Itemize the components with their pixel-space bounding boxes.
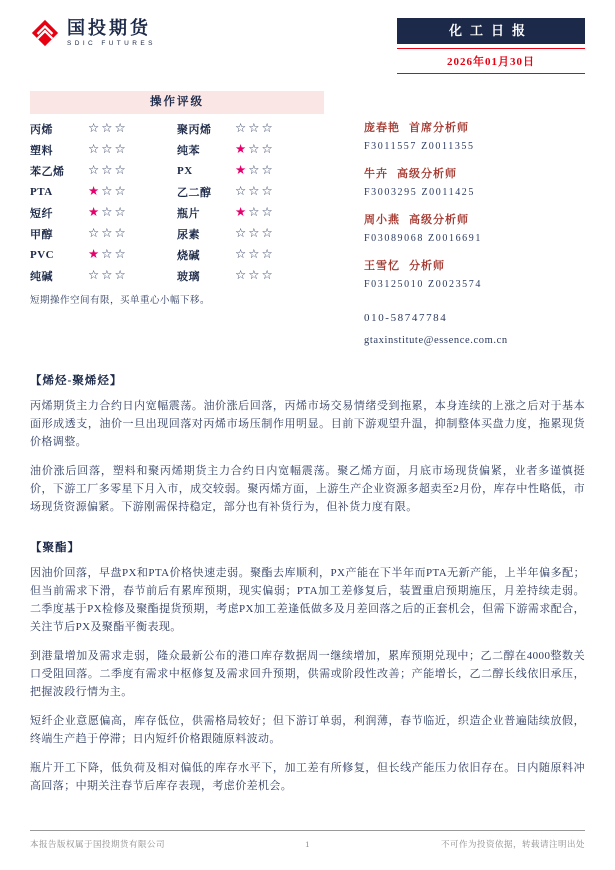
commodity-name: PVC	[30, 248, 55, 261]
analyst-codes: F3011557 Z0011355	[364, 141, 475, 152]
contact-email[interactable]: gtaxinstitute@essence.com.cn	[364, 335, 508, 346]
rating-stars	[88, 139, 177, 160]
rating-stars	[235, 244, 324, 265]
star-hollow-icon: ☆	[114, 226, 128, 241]
star-filled-icon: ★	[235, 163, 249, 178]
rating-stars	[88, 160, 177, 181]
rating-row	[30, 265, 324, 286]
header	[0, 0, 615, 74]
star-hollow-icon: ☆	[261, 184, 275, 199]
rating-stars	[88, 244, 177, 265]
rating-row	[30, 244, 324, 265]
star-hollow-icon: ☆	[88, 163, 102, 178]
commodity-name: 瓶片	[177, 207, 200, 220]
star-hollow-icon: ☆	[235, 247, 249, 262]
star-hollow-icon: ☆	[248, 268, 262, 283]
report-title-block	[397, 18, 585, 74]
rating-stars	[235, 160, 324, 181]
commodity-name: PTA	[30, 185, 53, 198]
commodity-name: 短纤	[30, 207, 53, 220]
star-hollow-icon: ☆	[114, 142, 128, 157]
star-hollow-icon: ☆	[114, 121, 128, 136]
analyst-block	[364, 165, 508, 198]
rating-row	[30, 139, 324, 160]
star-hollow-icon: ☆	[101, 268, 115, 283]
section-title: 【聚酯】	[30, 542, 80, 554]
analyst-name: 牛卉 高级分析师	[364, 168, 457, 180]
brand-name-en: SDIC FUTURES	[67, 40, 156, 48]
rating-row	[30, 223, 324, 244]
rating-note: 短期操作空间有限，买单重心小幅下移。	[30, 296, 211, 306]
star-hollow-icon: ☆	[235, 268, 249, 283]
star-hollow-icon: ☆	[88, 268, 102, 283]
star-hollow-icon: ☆	[114, 205, 128, 220]
star-hollow-icon: ☆	[248, 226, 262, 241]
body-paragraph: 短纤企业意愿偏高，库存低位，供需格局较好；但下游订单弱，利润薄，春节临近，织造企业普遍陆续放假，终端生产趋于停滞；日内短纤价格跟随原料波动。	[30, 715, 585, 745]
star-filled-icon: ★	[88, 247, 102, 262]
commodity-name: 纯碱	[30, 270, 53, 283]
star-filled-icon: ★	[88, 205, 102, 220]
contact-phone: 010-58747784	[364, 312, 448, 324]
rating-stars	[235, 223, 324, 244]
rating-stars	[235, 265, 324, 286]
rating-stars	[235, 202, 324, 223]
commodity-name: 纯苯	[177, 144, 200, 157]
analyst-title: 首席分析师	[409, 122, 469, 134]
body-paragraph: 因油价回落，早盘PX和PTA价格快速走弱。聚酯去库顺利，PX产能在下半年而PTA无新产能，上半年偏多配；但当前需求下滑，春节前后有累库预期，现实偏弱；PTA加工差修复后，装置重启预期施压，月差持续走弱。二季度基于PX检修及聚酯提货预期，考虑PX加工差逢低做多及月差回落之后的正套机会，但需下游需求配合，关注节后PX及聚酯平衡表现。	[30, 567, 585, 633]
star-hollow-icon: ☆	[101, 142, 115, 157]
commodity-name: 丙烯	[30, 123, 53, 136]
star-hollow-icon: ☆	[101, 226, 115, 241]
star-hollow-icon: ☆	[248, 184, 262, 199]
star-hollow-icon: ☆	[88, 121, 102, 136]
rating-stars	[88, 181, 177, 202]
rating-stars	[235, 139, 324, 160]
star-hollow-icon: ☆	[101, 121, 115, 136]
section-title: 【烯烃-聚烯烃】	[30, 375, 123, 387]
analyst-title: 分析师	[409, 260, 445, 272]
star-hollow-icon: ☆	[248, 142, 262, 157]
body-paragraph: 瓶片开工下降，低负荷及相对偏低的库存水平下，加工差有所修复，但长线产能压力依旧存在。日内随原料冲高回落；中期关注春节后库存表现，考虑价差机会。	[30, 762, 585, 792]
star-hollow-icon: ☆	[261, 226, 275, 241]
brand-logo-icon	[30, 18, 60, 48]
star-hollow-icon: ☆	[235, 226, 249, 241]
rating-stars	[88, 118, 177, 139]
footer	[30, 830, 585, 850]
rating-row	[30, 202, 324, 223]
commodity-name: 聚丙烯	[177, 123, 212, 136]
star-hollow-icon: ☆	[114, 184, 128, 199]
rating-table-title: 操作评级	[30, 91, 324, 114]
star-hollow-icon: ☆	[248, 121, 262, 136]
rating-row	[30, 118, 324, 139]
page-number: 1	[305, 839, 310, 849]
star-hollow-icon: ☆	[261, 121, 275, 136]
rating-row	[30, 181, 324, 202]
star-hollow-icon: ☆	[101, 184, 115, 199]
analyst-block	[364, 257, 508, 290]
commodity-name: 乙二醇	[177, 186, 212, 199]
analyst-title: 高级分析师	[409, 214, 469, 226]
analyst-name: 王雪忆 分析师	[364, 260, 445, 272]
analyst-name: 周小燕 高级分析师	[364, 214, 469, 226]
analyst-name: 庞春艳 首席分析师	[364, 122, 469, 134]
rating-stars	[235, 118, 324, 139]
analyst-codes: F03089068 Z0016691	[364, 233, 482, 244]
star-hollow-icon: ☆	[101, 205, 115, 220]
star-hollow-icon: ☆	[248, 205, 262, 220]
top-content	[0, 91, 615, 346]
star-hollow-icon: ☆	[114, 247, 128, 262]
star-hollow-icon: ☆	[261, 268, 275, 283]
section-gap	[30, 527, 585, 539]
rating-stars	[88, 265, 177, 286]
rating-stars	[235, 181, 324, 202]
star-hollow-icon: ☆	[261, 205, 275, 220]
analyst-codes: F03125010 Z0023574	[364, 279, 482, 290]
analyst-block	[364, 211, 508, 244]
rating-row	[30, 160, 324, 181]
star-hollow-icon: ☆	[101, 163, 115, 178]
body-paragraph: 到港量增加及需求走弱，隆众最新公布的港口库存数据周一继续增加，累库预期兑现中；乙二醇在4000整数关口受阻回落。二季度有需求中枢修复及需求回升预期，供需或阶段性改善；产能增长，乙二醇长线依旧承压，把握波段行情为主。	[30, 650, 585, 698]
star-hollow-icon: ☆	[101, 247, 115, 262]
commodity-name: 苯乙烯	[30, 165, 65, 178]
brand-logo	[30, 18, 156, 48]
body-paragraph: 油价涨后回落，塑料和聚丙烯期货主力合约日内宽幅震荡。聚乙烯方面，月底市场现货偏紧，业者多谨慎挺价，下游工厂多零星下月入市，成交较弱。聚丙烯方面，上游生产企业资源多超卖至2月份，库存中性略低，市场现货资源偏紧。下游刚需保持稳定，部分也有补货行为，但补货力度有限。	[30, 465, 585, 513]
star-hollow-icon: ☆	[88, 226, 102, 241]
analyst-codes: F3003295 Z0011425	[364, 187, 475, 198]
rating-table-section	[30, 91, 324, 346]
commodity-name: 甲醇	[30, 228, 53, 241]
star-hollow-icon: ☆	[248, 247, 262, 262]
rating-table-body	[30, 118, 324, 286]
commodity-name: 烧碱	[177, 249, 200, 262]
star-hollow-icon: ☆	[235, 121, 249, 136]
brand-text	[67, 19, 156, 48]
commodity-name: 塑料	[30, 144, 53, 157]
star-filled-icon: ★	[235, 205, 249, 220]
commodity-name: 玻璃	[177, 270, 200, 283]
star-hollow-icon: ☆	[261, 247, 275, 262]
commodity-name: 尿素	[177, 228, 200, 241]
star-hollow-icon: ☆	[261, 142, 275, 157]
body-paragraph: 丙烯期货主力合约日内宽幅震荡。油价涨后回落，丙烯市场交易情绪受到拖累，本身连续的上涨之后对于基本面形成透支，油价一旦出现回落对丙烯市场压制作用明显。目前下游观望升温，抑制整体买盘力度，拖累现货价格调整。	[30, 400, 585, 448]
analyst-block	[364, 119, 508, 152]
star-hollow-icon: ☆	[114, 163, 128, 178]
footer-copyright: 本报告版权属于国投期货有限公司	[30, 839, 166, 849]
footer-disclaimer: 不可作为投资依据，转载请注明出处	[440, 839, 585, 849]
star-hollow-icon: ☆	[114, 268, 128, 283]
analyst-panel	[364, 91, 508, 346]
rating-stars	[88, 202, 177, 223]
star-filled-icon: ★	[88, 184, 102, 199]
report-date: 2026年01月30日	[397, 48, 585, 74]
report-type-banner: 化工日报	[397, 18, 585, 44]
star-filled-icon: ★	[235, 142, 249, 157]
rating-stars	[88, 223, 177, 244]
star-hollow-icon: ☆	[235, 184, 249, 199]
rating-table	[30, 118, 324, 286]
report-body	[0, 372, 615, 795]
analyst-title: 高级分析师	[397, 168, 457, 180]
star-hollow-icon: ☆	[88, 142, 102, 157]
star-hollow-icon: ☆	[248, 163, 262, 178]
star-hollow-icon: ☆	[261, 163, 275, 178]
brand-name-cn: 国投期货	[67, 17, 151, 38]
analyst-list	[364, 119, 508, 290]
commodity-name: PX	[177, 164, 193, 177]
